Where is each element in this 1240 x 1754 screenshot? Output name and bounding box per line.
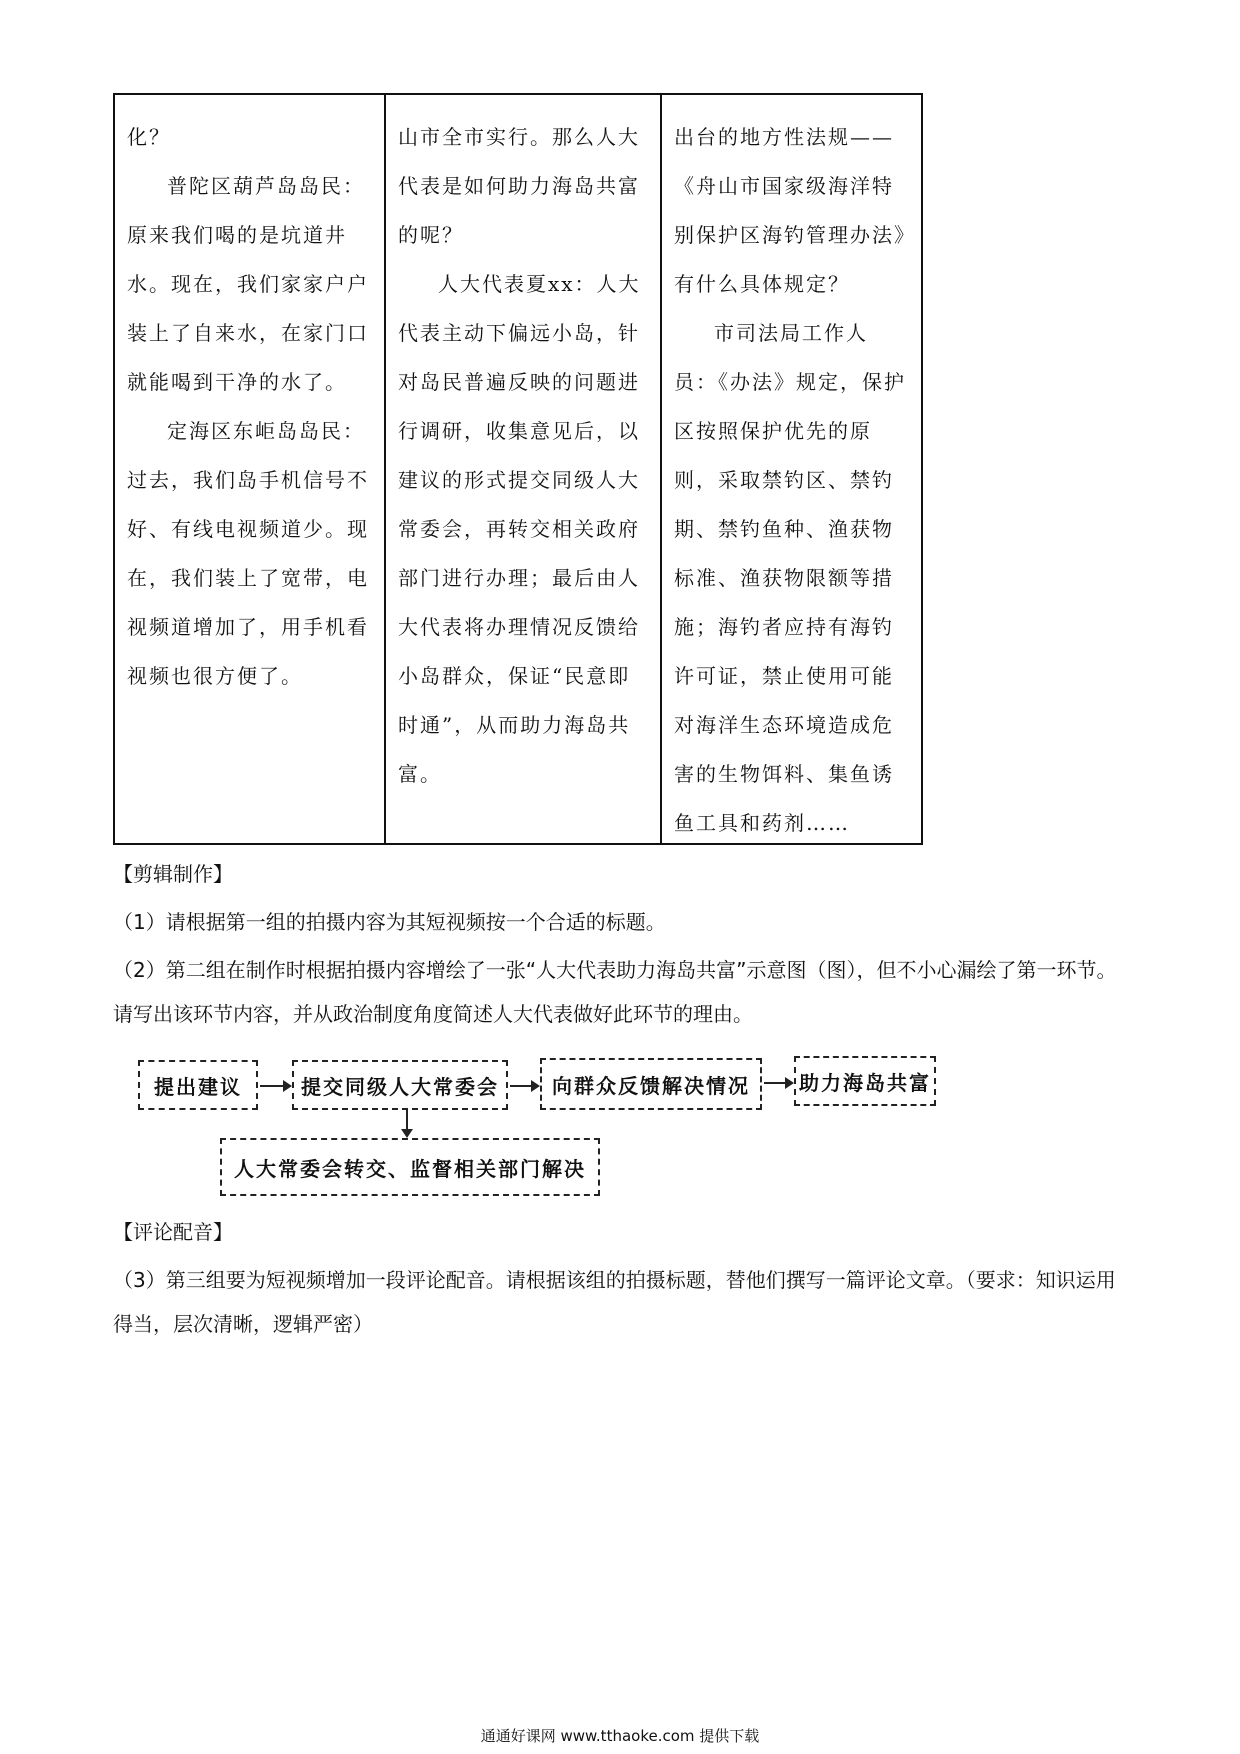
diagram-box-propose: 提出建议	[138, 1060, 258, 1110]
section-heading-commentary: 【评论配音】	[113, 1220, 233, 1244]
process-diagram	[138, 1050, 938, 1200]
diagram-box-common-prosperity: 助力海岛共富	[794, 1056, 936, 1106]
diagram-arrow	[510, 1085, 538, 1087]
diagram-box-feedback: 向群众反馈解决情况	[540, 1058, 762, 1110]
column-2-paragraph: 人大代表夏xx：人大代表主动下偏远小岛，针对岛民普遍反映的问题进行调研，收集意见后，以建议的形式提交同级人大常委会，再转交相关政府部门进行办理；最后由人大代表将办理情况反馈给小岛群众，保证“民意即时通”，从而助力海岛共富。	[398, 272, 641, 786]
column-3-paragraph: 出台的地方性法规——《舟山市国家级海洋特别保护区海钓管理办法》有什么具体规定？	[674, 125, 906, 296]
diagram-arrow-down	[406, 1110, 408, 1136]
column-3-paragraph: 市司法局工作人员：《办法》规定，保护区按照保护优先的原则，采取禁钓区、禁钓期、禁钓鱼种、渔获物标准、渔获物限额等措施；海钓者应持有海钓许可证，禁止使用可能对海洋生态环境造成危害的生物饵料、集鱼诱鱼工具和药剂……	[674, 321, 906, 835]
column-1-paragraph: 普陀区葫芦岛岛民：原来我们喝的是坑道井水。现在，我们家家户户装上了自来水，在家门口就能喝到干净的水了。	[127, 174, 369, 394]
table-column-1	[115, 95, 384, 843]
table-column-2	[384, 95, 660, 843]
diagram-box-submit: 提交同级人大常委会	[292, 1060, 508, 1110]
question-2: （2）第二组在制作时根据拍摄内容增绘了一张“人大代表助力海岛共富”示意图（图），但不小心漏绘了第一环节。请写出该环节内容，并从政治制度角度简述人大代表做好此环节的理由。	[113, 958, 1117, 1026]
diagram-arrow	[260, 1085, 290, 1087]
section-heading-editing: 【剪辑制作】	[113, 862, 233, 886]
column-1-paragraph: 化？	[127, 125, 171, 149]
diagram-box-supervise: 人大常委会转交、监督相关部门解决	[220, 1138, 600, 1196]
column-2-paragraph: 山市全市实行。那么人大代表是如何助力海岛共富的呢？	[398, 125, 640, 247]
page-footer: 通通好课网 www.tthaoke.com 提供下载	[480, 1727, 760, 1745]
question-1: （1）请根据第一组的拍摄内容为其短视频按一个合适的标题。	[113, 910, 666, 934]
column-1-paragraph: 定海区东岠岛岛民：过去，我们岛手机信号不好、有线电视频道少。现在，我们装上了宽带，电视频道增加了，用手机看视频也很方便了。	[127, 419, 369, 688]
table-column-3	[660, 95, 921, 843]
question-3: （3）第三组要为短视频增加一段评论配音。请根据该组的拍摄标题，替他们撰写一篇评论文章。（要求：知识运用得当，层次清晰，逻辑严密）	[113, 1268, 1116, 1336]
diagram-arrow	[764, 1082, 792, 1084]
content-table	[113, 93, 923, 845]
